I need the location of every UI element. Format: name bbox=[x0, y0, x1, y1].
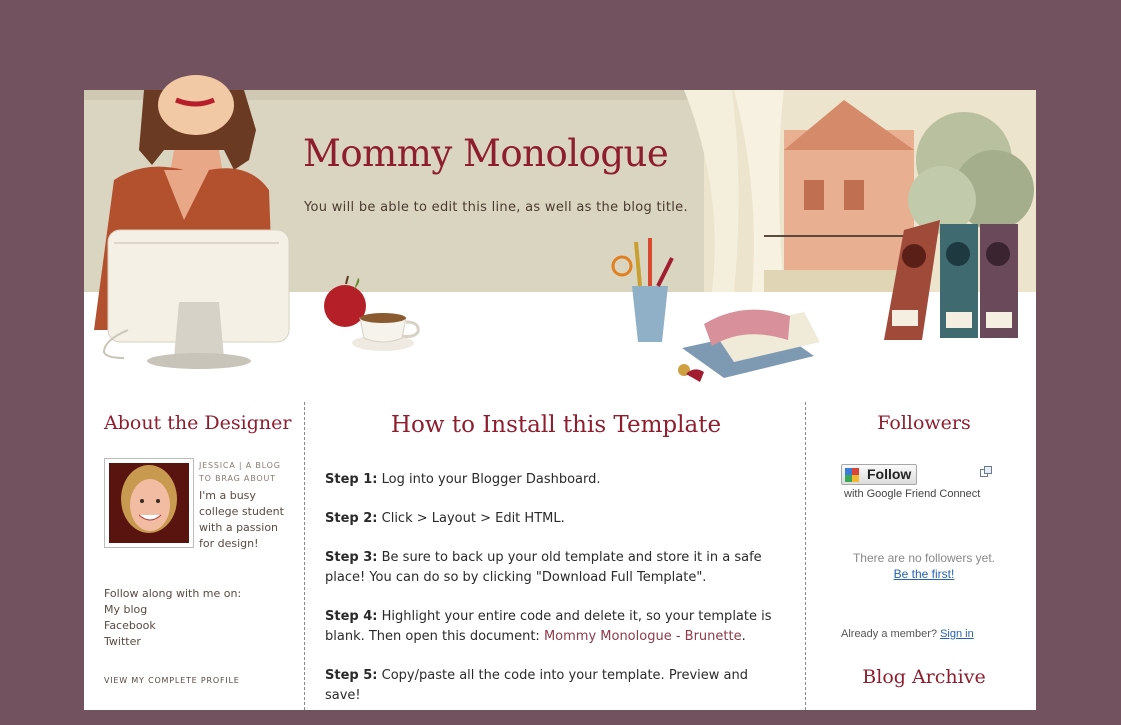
step-text: Log into your Blogger Dashboard. bbox=[381, 472, 601, 487]
right-sidebar bbox=[824, 412, 1024, 688]
follow-button[interactable] bbox=[841, 464, 917, 485]
follow-along-label: Follow along with me on: bbox=[104, 587, 242, 600]
be-first-link[interactable]: Be the first! bbox=[893, 567, 955, 581]
step-item bbox=[325, 548, 787, 588]
follow-button-label: Follow bbox=[867, 466, 912, 482]
view-profile-link[interactable]: VIEW MY COMPLETE PROFILE bbox=[104, 676, 240, 685]
step-label: Step 5: bbox=[325, 668, 378, 683]
my-blog-link[interactable]: My blog bbox=[104, 603, 148, 616]
step-text: Click > Layout > Edit HTML. bbox=[381, 511, 565, 526]
column-divider bbox=[805, 402, 806, 710]
already-member-text: Already a member? bbox=[841, 628, 937, 640]
sign-in-link[interactable]: Sign in bbox=[940, 628, 974, 640]
step-text: Highlight your entire code and delete it, so your template is blank. Then open this document: bbox=[325, 609, 772, 644]
step-item bbox=[325, 470, 787, 490]
no-followers-text: There are no followers yet. bbox=[852, 551, 996, 565]
step-label: Step 4: bbox=[325, 609, 378, 624]
blog-archive-title: Blog Archive bbox=[862, 666, 986, 688]
step-text: Copy/paste all the code into your template. Preview and save! bbox=[325, 668, 749, 703]
step-label: Step 2: bbox=[325, 511, 378, 526]
apple-and-cup bbox=[324, 276, 418, 351]
profile-about: I'm a busy college student with a passion for design! bbox=[199, 489, 284, 550]
about-designer-title: About the Designer bbox=[104, 412, 292, 434]
followers-title: Followers bbox=[877, 412, 971, 434]
left-sidebar bbox=[104, 412, 292, 685]
post-body bbox=[325, 470, 787, 725]
step-text: Be sure to back up your old template and store it in a safe place! You can do so by clicking "Download Full Template". bbox=[325, 550, 762, 585]
profile-photo[interactable] bbox=[104, 458, 194, 548]
desk-books bbox=[678, 310, 820, 382]
template-document-link[interactable]: Mommy Monologue - Brunette bbox=[543, 629, 742, 644]
column-divider bbox=[304, 402, 305, 710]
pencil-cup bbox=[613, 238, 672, 342]
step-item bbox=[325, 509, 787, 529]
no-followers-message bbox=[824, 550, 1024, 582]
blog-title[interactable]: Mommy Monologue bbox=[303, 132, 669, 175]
popout-icon[interactable] bbox=[980, 466, 992, 477]
blog-header bbox=[84, 90, 1036, 390]
step-item bbox=[325, 666, 787, 706]
main-post bbox=[324, 412, 788, 703]
post-title[interactable]: How to Install this Template bbox=[390, 412, 722, 438]
step-item: Step 4: Highlight your entire code and delete it, so your template is blank. Then open this document: Mommy Monologue - Brunette. bbox=[325, 609, 772, 644]
twitter-link[interactable]: Twitter bbox=[104, 635, 141, 648]
profile-name-link[interactable]: JESSICA | A BLOG TO BRAG ABOUT bbox=[199, 461, 281, 483]
computer-monitor bbox=[104, 230, 289, 369]
step-label: Step 1: bbox=[325, 472, 378, 487]
avatar bbox=[109, 463, 189, 543]
social-links bbox=[104, 602, 156, 650]
member-line bbox=[841, 628, 974, 640]
binders bbox=[884, 220, 1018, 340]
gfc-label: with Google Friend Connect bbox=[844, 488, 981, 500]
facebook-link[interactable]: Facebook bbox=[104, 619, 156, 632]
step-label: Step 3: bbox=[325, 550, 378, 565]
blog-page bbox=[84, 90, 1036, 710]
blog-description: You will be able to edit this line, as well as the blog title. bbox=[304, 200, 688, 215]
google-icon bbox=[845, 468, 859, 482]
